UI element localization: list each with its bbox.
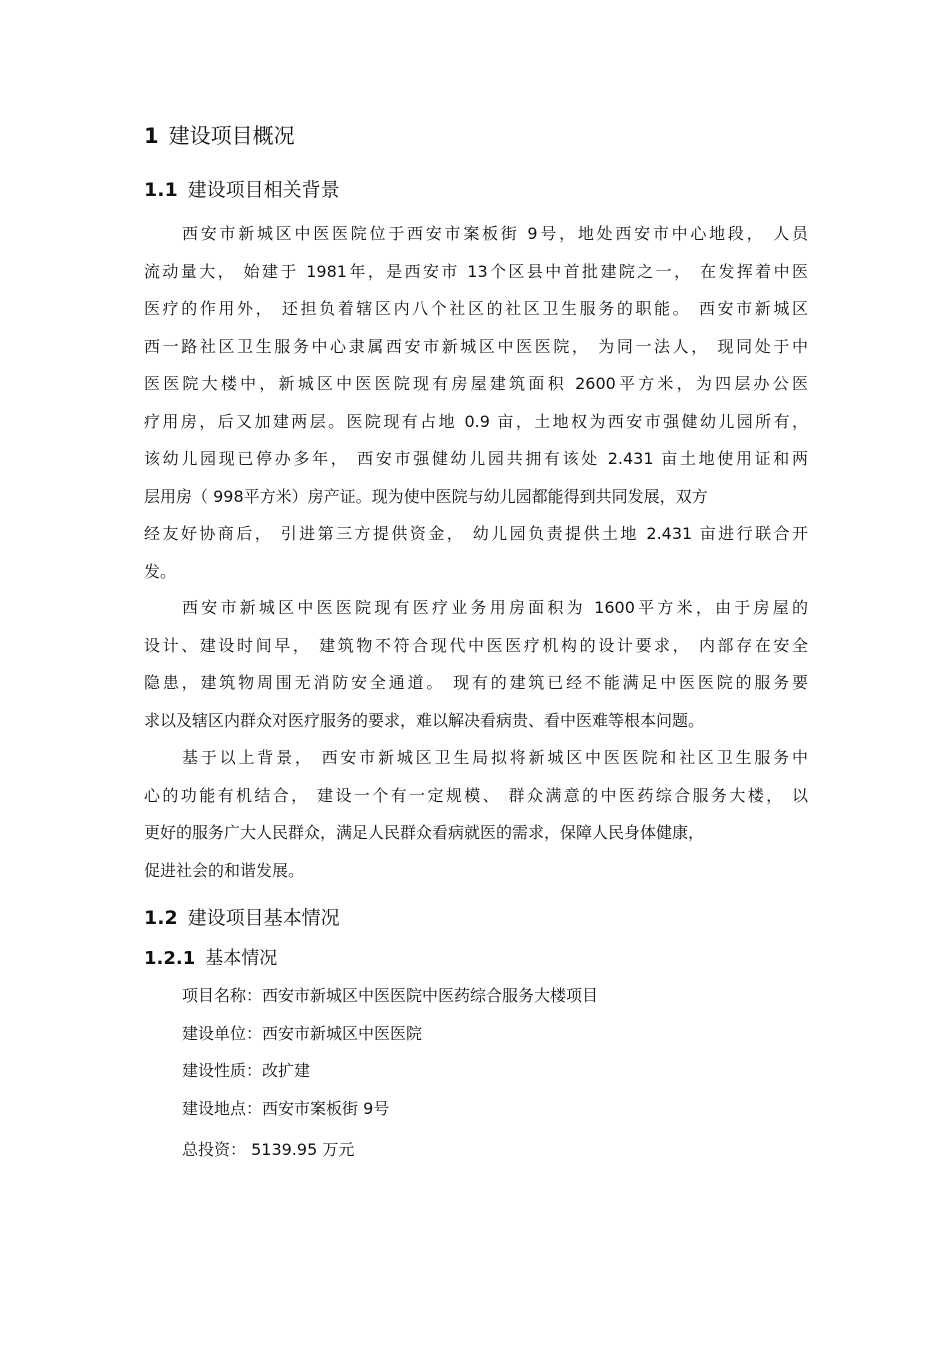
construction-type-item: 建设性质：改扩建 xyxy=(182,1061,311,1080)
heading-text: 基本情况 xyxy=(205,948,278,969)
paragraph-plan xyxy=(144,739,808,889)
heading-text: 建设项目概况 xyxy=(168,124,295,148)
paragraph-line: 更好的服务广大人民群众，满足人民群众看病就医的需求，保障人民身体健康， xyxy=(144,823,705,842)
heading-chapter-1 xyxy=(144,120,295,150)
paragraph-line: 隐患，建筑物周围无消防安全通道。 现有的建筑已经不能满足中医医院的服务要 xyxy=(144,673,808,692)
paragraph-line: 心的功能有机结合， 建设一个有一定规模、 群众满意的中医药综合服务大楼， 以 xyxy=(144,785,808,805)
heading-text: 建设项目基本情况 xyxy=(187,907,340,929)
paragraph-line: 发。 xyxy=(144,561,177,581)
paragraph-line: 基于以上背景， 西安市新城区卫生局拟将新城区中医医院和社区卫生服务中 xyxy=(182,748,808,767)
paragraph-line: 设计、建设时间早， 建筑物不符合现代中医医疗机构的设计要求， 内部存在安全 xyxy=(144,635,808,655)
heading-number: 1.1 xyxy=(144,179,178,201)
paragraph-line: 流动量大， 始建于 1981年，是西安市 13个区县中首批建院之一， 在发挥着中医 xyxy=(144,261,808,281)
heading-number: 1.2 xyxy=(144,907,178,929)
heading-number: 1 xyxy=(144,124,159,148)
project-name-item: 项目名称：西安市新城区中医医院中医药综合服务大楼项目 xyxy=(182,986,599,1005)
paragraph-line: 西安市新城区中医医院现有医疗业务用房面积为 1600平方米，由于房屋的 xyxy=(182,598,808,617)
paragraph-background xyxy=(144,215,808,590)
heading-section-1-1 xyxy=(144,175,340,202)
paragraph-line: 经友好协商后， 引进第三方提供资金， 幼儿园负责提供土地 2.431 亩进行联合开 xyxy=(144,524,808,543)
paragraph-line: 西一路社区卫生服务中心隶属西安市新城区中医医院， 为同一法人， 现同处于中 xyxy=(144,336,808,356)
paragraph-line: 求以及辖区内群众对医疗服务的要求，难以解决看病贵、看中医难等根本问题。 xyxy=(144,710,705,730)
paragraph-line: 医疗的作用外， 还担负着辖区内八个社区的社区卫生服务的职能。 西安市新城区 xyxy=(144,299,808,318)
paragraph-line: 该幼儿园现已停办多年， 西安市强健幼儿园共拥有该处 2.431 亩土地使用证和两 xyxy=(144,449,808,468)
heading-section-1-2-1 xyxy=(144,944,277,970)
heading-number: 1.2.1 xyxy=(144,948,196,969)
paragraph-line: 疗用房，后又加建两层。医院现有占地 0.9 亩，土地权为西安市强健幼儿园所有， xyxy=(144,411,808,431)
paragraph-line: 促进社会的和谐发展。 xyxy=(144,860,305,880)
construction-location-item: 建设地点：西安市案板街 9号 xyxy=(182,1098,390,1118)
paragraph-line: 层用房（ 998平方米）房产证。现为使中医院与幼儿园都能得到共同发展，双方 xyxy=(144,486,708,506)
total-investment-item: 总投资： 5139.95 万元 xyxy=(182,1140,355,1159)
heading-text: 建设项目相关背景 xyxy=(187,179,340,201)
paragraph-line: 西安市新城区中医医院位于西安市案板街 9号，地处西安市中心地段， 人员 xyxy=(182,224,808,243)
heading-section-1-2 xyxy=(144,903,340,930)
construction-unit-item: 建设单位：西安市新城区中医医院 xyxy=(182,1023,423,1043)
project-info-list xyxy=(182,977,598,1169)
paragraph-current-building xyxy=(144,589,808,739)
paragraph-line: 医医院大楼中，新城区中医医院现有房屋建筑面积 2600平方米，为四层办公医 xyxy=(144,374,808,393)
